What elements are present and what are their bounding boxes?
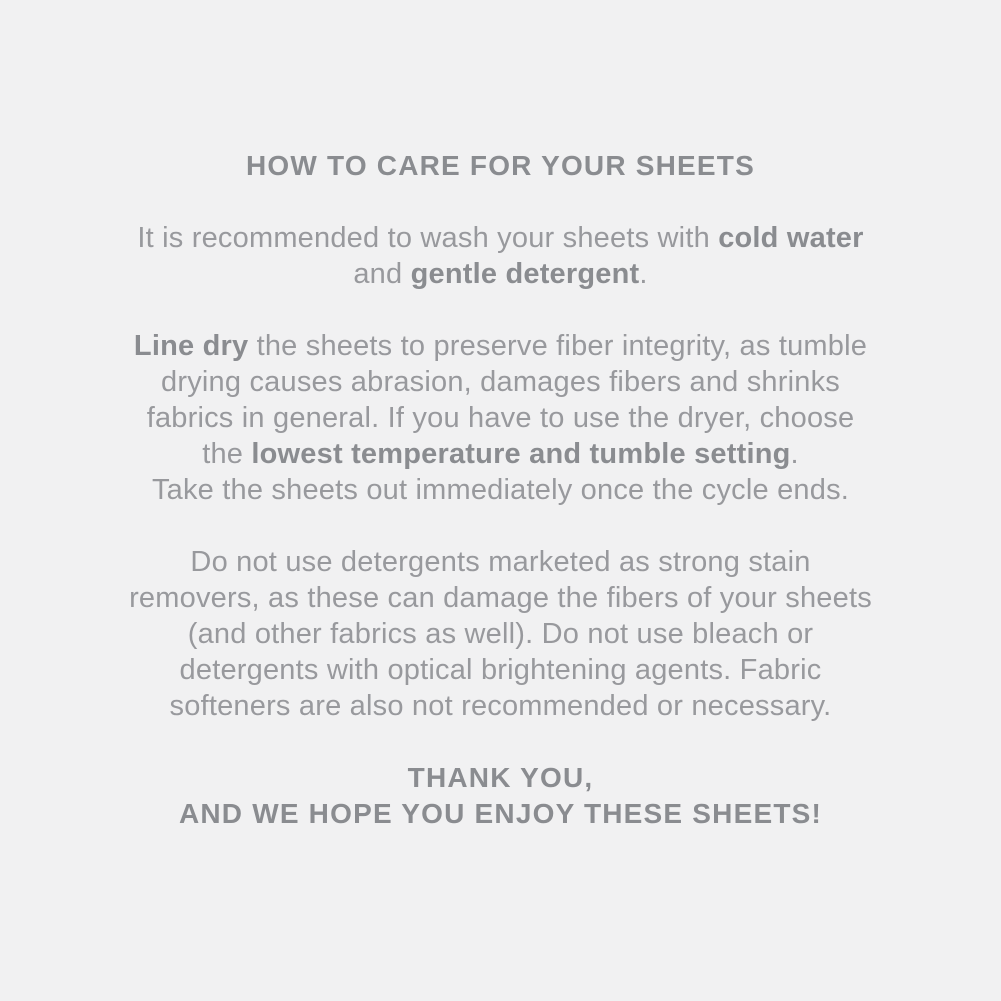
emphasized-text: cold water [718,222,864,254]
body-text: drying causes abrasion, damages fibers and shrinks [161,366,840,398]
care-instructions-card [61,0,941,832]
paragraph-detergent-warnings [61,544,941,724]
body-text: and [353,258,411,290]
emphasized-text: gentle detergent [410,258,640,290]
body-text: Take the sheets out immediately once the cycle ends. [151,474,850,506]
emphasized-text: THANK YOU, [407,762,594,793]
closing-message [61,760,941,832]
body-text: the sheets to preserve fiber integrity, as tumble [248,330,868,362]
page-title: HOW TO CARE FOR YOUR SHEETS [246,150,755,181]
emphasized-text: AND WE HOPE YOU ENJOY THESE SHEETS! [178,798,823,829]
body-text: It is recommended to wash your sheets with [137,222,719,254]
emphasized-text: Line dry [133,330,249,362]
body-text: Do not use detergents marketed as strong stain [190,546,811,578]
body-text: (and other fabrics as well). Do not use bleach or [187,618,814,650]
body-text: detergents with optical brightening agents. Fabric [179,654,822,686]
body-text: . [790,438,799,470]
body-text: . [639,258,648,290]
body-text: fabrics in general. If you have to use the dryer, choose [146,402,855,434]
body-text: softeners are also not recommended or necessary. [169,690,832,722]
body-text: removers, as these can damage the fibers of your sheets [129,582,872,614]
paragraph-wash-instructions [61,220,941,292]
paragraph-drying-instructions [61,328,941,508]
body-text: the [202,438,252,470]
emphasized-text: lowest temperature and tumble setting [251,438,791,470]
